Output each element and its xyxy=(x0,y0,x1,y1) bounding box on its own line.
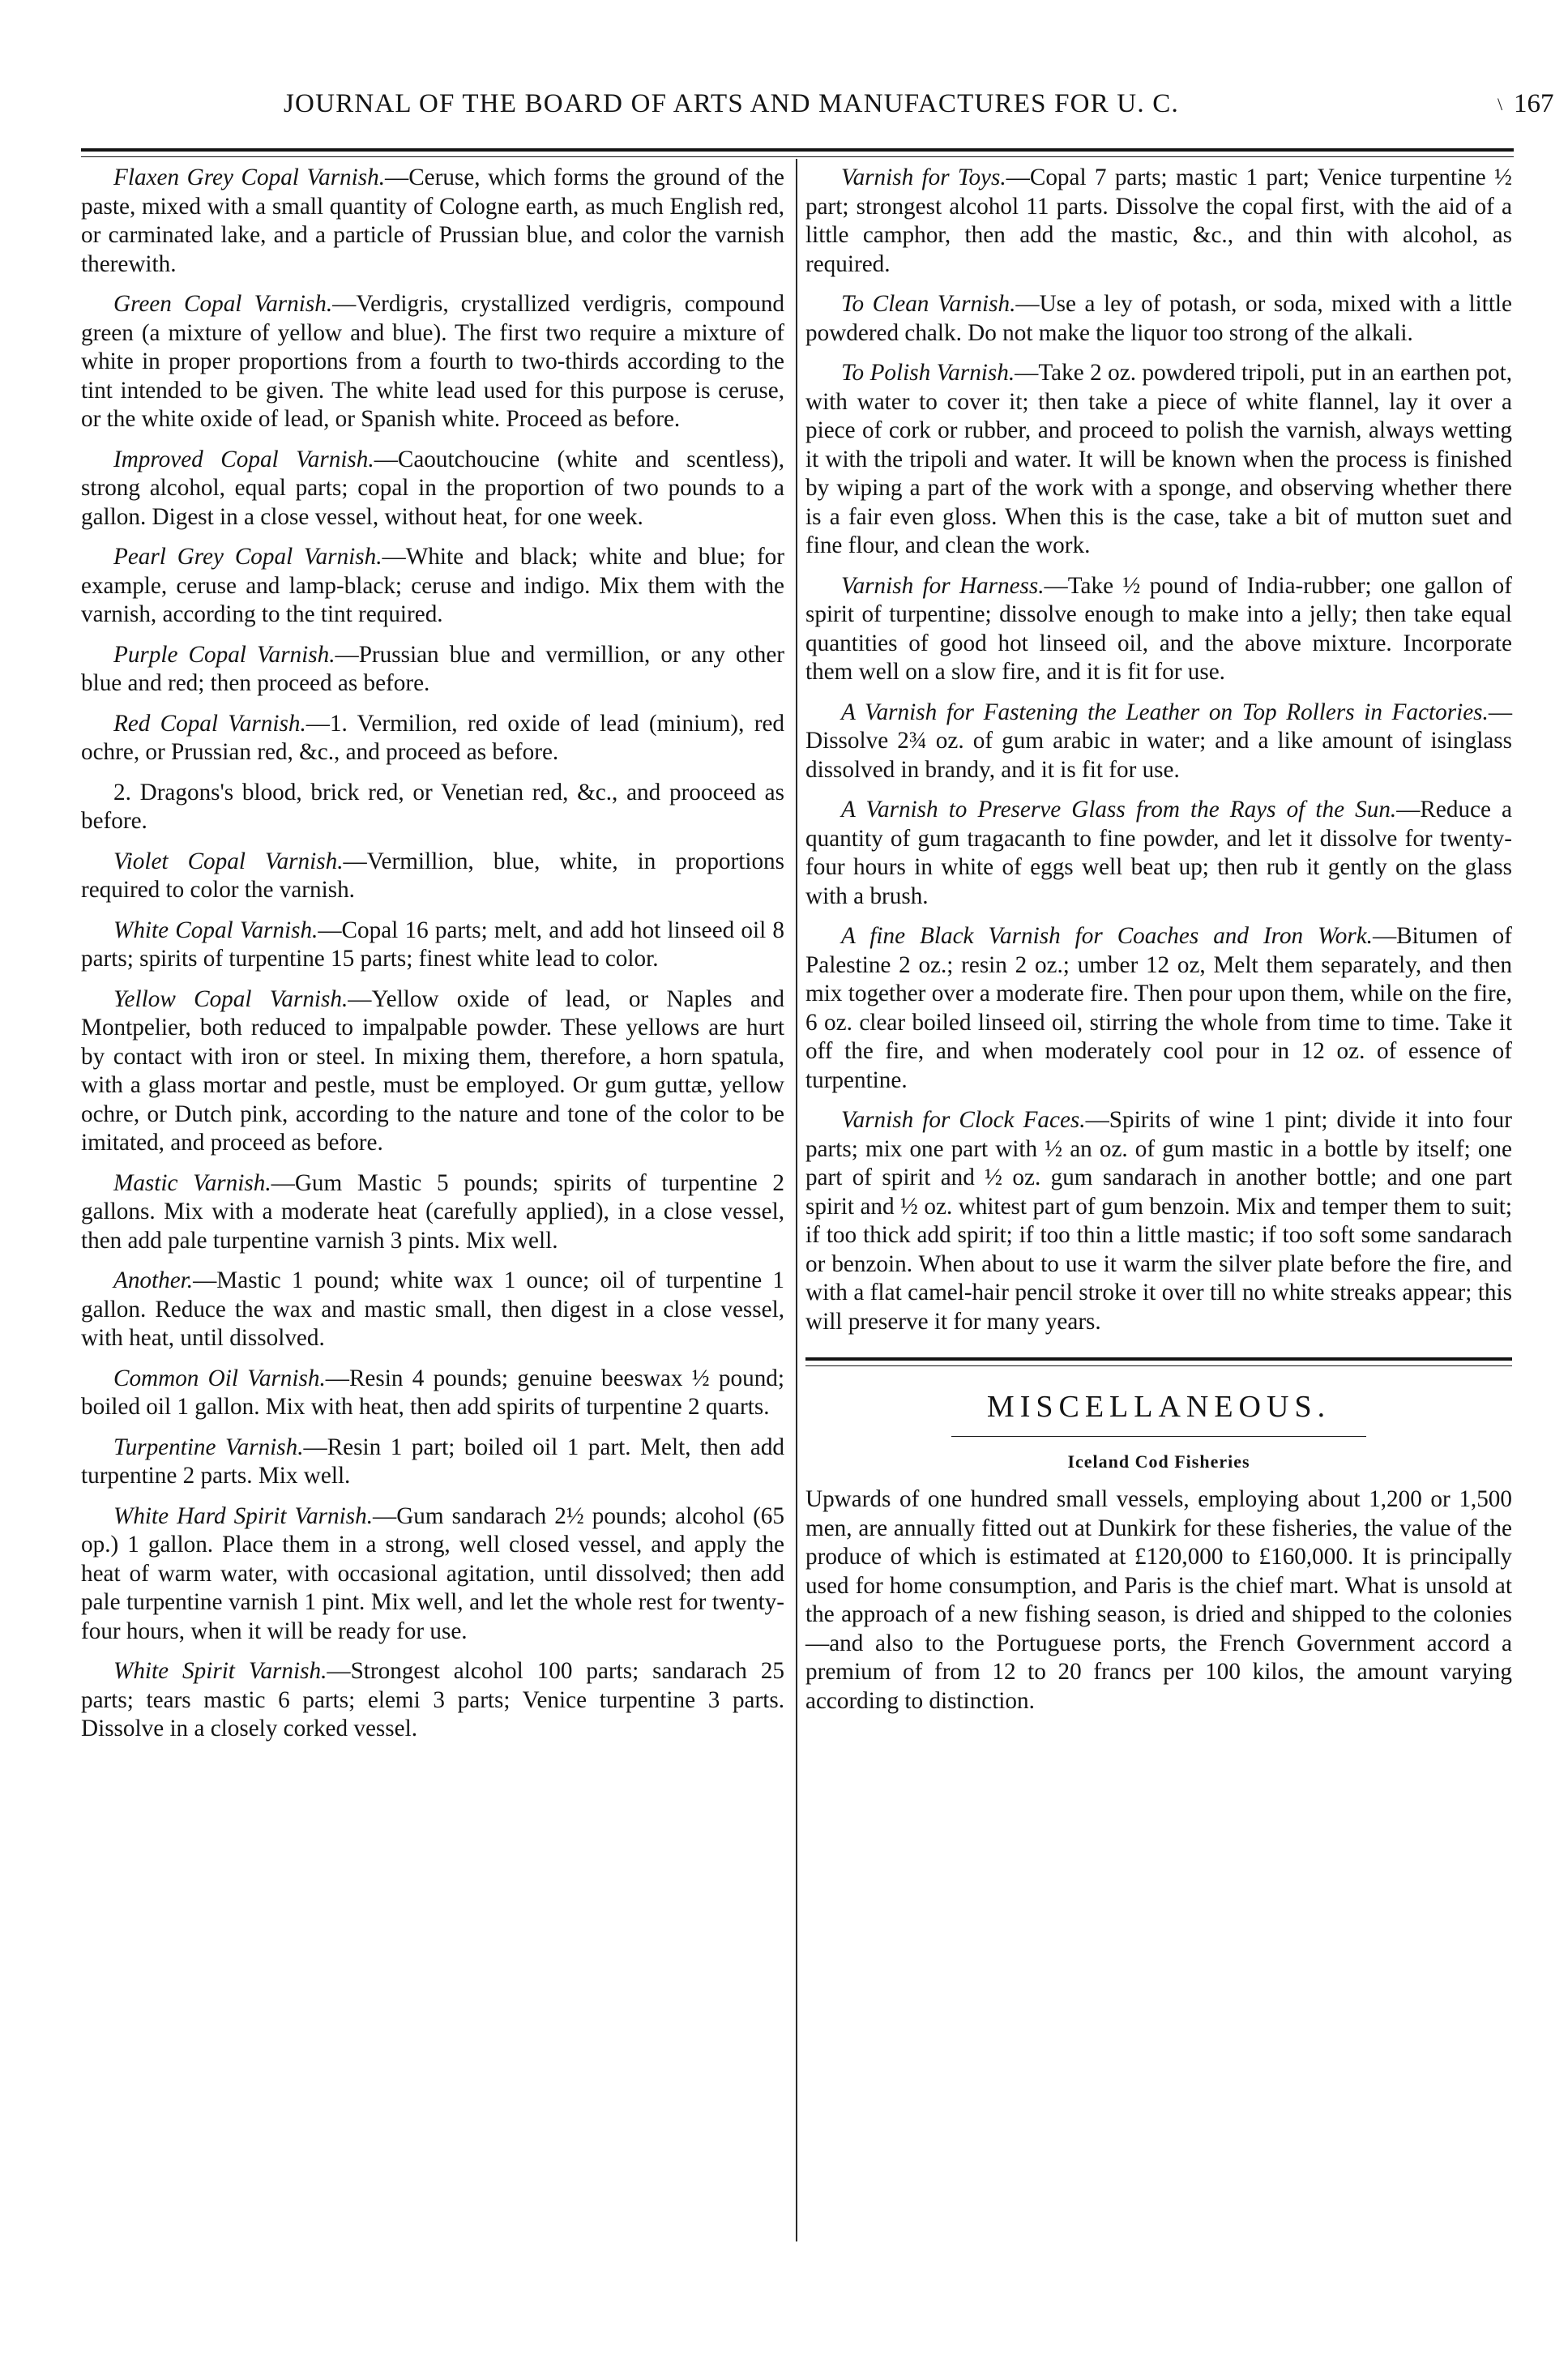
section-rule xyxy=(805,1357,1512,1366)
recipe-title: Common Oil Varnish. xyxy=(113,1365,326,1391)
recipe-text: —Bitumen of Palestine 2 oz.; resin 2 oz.; umber 12 oz, Melt them separately, and then mix together over a moderate fire. Then pour upon them, while on the fire, 6 oz. clear boiled linseed oil, stirring the whole from time to time. Take it off the fire, and when moderately cool pour in 12 oz. of essence of turpentine. xyxy=(805,923,1512,1093)
recipe-text: —Strongest alcohol 100 parts; sandarach 25 parts; tears mastic 6 parts; elemi 3 parts; Venice turpentine 3 parts. Dissolve in a closely corked vessel. xyxy=(81,1658,785,1741)
recipe-title: White Copal Varnish. xyxy=(113,917,318,943)
recipe-violet xyxy=(81,848,784,905)
recipe-text: —Vermillion, blue, white, in proportions required to color the varnish. xyxy=(81,848,784,903)
recipe-title: Purple Copal Varnish. xyxy=(113,641,335,668)
page-number: 167 xyxy=(1514,89,1554,118)
recipe-title: To Clean Varnish. xyxy=(841,291,1016,317)
recipe-common-oil xyxy=(81,1365,784,1422)
recipe-title: A Varnish for Fastening the Leather on Top Rollers in Factories. xyxy=(841,699,1489,725)
recipe-clock-faces xyxy=(805,1106,1512,1336)
recipe-title: Another. xyxy=(113,1267,194,1293)
article-body: Upwards of one hundred small vessels, employing about 1,200 or 1,500 men, are annually fitted out at Dunkirk for these fisheries, the value of the produce of which is estimated at £120,000 to £160,000. It is principally used for home consumption, and Paris is the chief mart. What is unsold at the approach of a new fishing season, is dried and shipped to the colonies—and also to the Portuguese ports, the French Government accord a premium of from 12 to 20 francs per 100 kilos, the amount varying according to distinction. xyxy=(805,1486,1512,1714)
recipe-text: —Yellow oxide of lead, or Naples and Montpelier, both reduced to impalpable powder. These yellows are hurt by contact with iron or steel. In mixing them, therefore, a horn spatula, with a glass mortar and pestle, must be employed. Or gum guttæ, yellow ochre, or Dutch pink, according to the nature and tone of the color to be imitated, and proceed as before. xyxy=(81,985,784,1156)
recipe-green xyxy=(81,290,784,434)
recipe-text: —Take 2 oz. powdered tripoli, put in an earthen pot, with water to cover it; then take a piece of white flannel, lay it over a piece of cork or rubber, and proceed to polish the varnish, always wetting it with the tripoli and water. It will be known when the process is finished by wiping a part of the work with a sponge, and observing whether there is a fair even gloss. When this is the case, take a bit of mutton suet and fine flour, and clean the work. xyxy=(805,360,1512,558)
recipe-text: —Gum sandarach 2½ pounds; alcohol (65 op.) 1 gallon. Place them in a strong, well closed vessel, and apply the heat of warm water, with occasional agitation, until dissolved; then add pale turpentine varnish 1 pint. Mix well, and let the whole rest for twenty-four hours, when it will be ready for use. xyxy=(81,1502,784,1644)
recipe-glass-sun xyxy=(805,796,1512,911)
recipe-purple xyxy=(81,641,784,699)
recipe-title: Flaxen Grey Copal Varnish. xyxy=(113,165,386,190)
recipe-text: —Mastic 1 pound; white wax 1 ounce; oil of turpentine 1 gallon. Reduce the wax and mastic small, then digest in a close vessel, with heat, until dissolved. xyxy=(81,1267,784,1351)
recipe-title: A fine Black Varnish for Coaches and Iron Work. xyxy=(841,923,1373,949)
recipe-text: —Caoutchoucine (white and scentless), strong alcohol, equal parts; copal in the proportion of two pounds to a gallon. Digest in a close vessel, without heat, for one week. xyxy=(81,446,785,530)
recipe-text: —Copal 16 parts; melt, and add hot linseed oil 8 parts; spirits of turpentine 15 parts; finest white lead to color. xyxy=(81,917,784,972)
recipe-title: Yellow Copal Varnish. xyxy=(113,985,348,1012)
recipe-red xyxy=(81,710,784,767)
article-subheading: Iceland Cod Fisheries xyxy=(1067,1451,1250,1472)
journal-title: JOURNAL OF THE BOARD OF ARTS AND MANUFACTURES FOR U. C. xyxy=(284,89,1179,118)
heading-underline xyxy=(951,1436,1366,1437)
recipe-text: —Dissolve 2¾ oz. of gum arabic in water; and a like amount of isinglass dissolved in brandy, and it is fit for use. xyxy=(805,699,1512,783)
header-rule xyxy=(81,148,1514,157)
right-column xyxy=(805,164,1512,1727)
recipe-title: To Polish Varnish. xyxy=(841,360,1015,386)
recipe-black-coaches xyxy=(805,922,1512,1095)
recipe-title: Red Copal Varnish. xyxy=(113,710,306,737)
recipe-leather-rollers xyxy=(805,699,1512,785)
recipe-toys xyxy=(805,164,1512,279)
recipe-polish xyxy=(805,359,1512,561)
recipe-mastic xyxy=(81,1169,784,1256)
recipe-text: —Resin 1 part; boiled oil 1 part. Melt, then add turpentine 2 parts. Mix well. xyxy=(81,1434,785,1489)
recipe-text: —Spirits of wine 1 pint; divide it into four parts; mix one part with ½ an oz. of gum mastic in a bottle by itself; one part of spirit and ½ oz. gum sandarach in another bottle; and one part spirit and ½ oz. whitest part of gum benzoin. Mix and temper them to suit; if too thick add spirit; if too thin a little mastic; if too soft some sandarach or benzoin. When about to use it warm the silver plate before the fire, and with a flat camel-hair pencil stroke it over till no white streaks appear; this will preserve it for many years. xyxy=(805,1107,1512,1335)
recipe-white-hard-spirit xyxy=(81,1502,784,1647)
recipe-title: Varnish for Clock Faces. xyxy=(841,1107,1086,1133)
recipe-turpentine xyxy=(81,1434,784,1491)
recipe-text: —Copal 7 parts; mastic 1 part; Venice turpentine ½ part; strongest alcohol 11 parts. Dissolve the copal first, with the aid of a little camphor, then add the mastic, &c., and thin with alcohol, as required. xyxy=(805,165,1512,277)
recipe-title: Varnish for Harness. xyxy=(841,572,1045,599)
recipe-text: —Reduce a quantity of gum tragacanth to fine powder, and let it dissolve for twenty-four hours in white of eggs well beat up; then rub it gently on the glass with a brush. xyxy=(805,797,1512,909)
recipe-text: —Take ½ pound of India-rubber; one gallon of spirit of turpentine; dissolve enough to make into a jelly; then take equal quantities of good hot linseed oil, and the above mixture. Incorporate them well on a slow fire, and it is fit for use. xyxy=(805,572,1512,685)
recipe-title: Green Copal Varnish. xyxy=(113,291,333,317)
recipe-text: —Ceruse, which forms the ground of the paste, mixed with a small quantity of Cologne earth, as much English red, or carminated lake, and a particle of Prussian blue, and color the varnish therewith. xyxy=(81,165,784,277)
recipe-title: Pearl Grey Copal Varnish. xyxy=(113,544,382,570)
recipe-title: Varnish for Toys. xyxy=(841,165,1006,190)
recipe-title: A Varnish to Preserve Glass from the Rays of the Sun. xyxy=(841,797,1397,823)
recipe-text: —1. Vermilion, red oxide of lead (minium), red ochre, or Prussian red, &c., and proceed as before. xyxy=(81,710,784,765)
recipe-title: Violet Copal Varnish. xyxy=(113,848,344,874)
margin-mark: \ xyxy=(1498,94,1503,114)
running-header xyxy=(0,89,1568,130)
recipe-white-copal xyxy=(81,917,784,974)
recipe-text: —Prussian blue and vermillion, or any other blue and red; then proceed as before. xyxy=(81,641,784,696)
recipe-title: Improved Copal Varnish. xyxy=(113,446,374,472)
recipe-flaxen-grey xyxy=(81,164,784,279)
recipe-improved xyxy=(81,446,784,532)
recipe-title: White Spirit Varnish. xyxy=(113,1658,327,1684)
recipe-white-spirit xyxy=(81,1657,784,1744)
recipe-clean xyxy=(805,290,1512,348)
recipe-harness xyxy=(805,572,1512,687)
section-heading: MISCELLANEOUS. xyxy=(986,1390,1331,1424)
recipe-text: —Gum Mastic 5 pounds; spirits of turpentine 2 gallons. Mix with a moderate heat (carefully applied), in a close vessel, then add pale turpentine varnish 3 pints. Mix well. xyxy=(81,1169,784,1254)
recipe-text: —Verdigris, crystallized verdigris, compound green (a mixture of yellow and blue). The first two require a mixture of white in proper proportions from a fourth to two-thirds according to the tint intended to be given. The white lead used for this purpose is ceruse, or the white oxide of lead, or Spanish white. Proceed as before. xyxy=(81,291,785,432)
recipe-another xyxy=(81,1267,784,1353)
recipe-title: White Hard Spirit Varnish. xyxy=(113,1502,373,1529)
left-column xyxy=(81,164,784,1755)
column-divider xyxy=(796,159,797,2241)
recipe-text: —Use a ley of potash, or soda, mixed with a little powdered chalk. Do not make the liquor too strong of the alkali. xyxy=(805,291,1512,346)
recipe-title: Mastic Varnish. xyxy=(113,1169,271,1196)
recipe-pearl-grey xyxy=(81,543,784,630)
recipe-yellow xyxy=(81,985,784,1158)
recipe-text: —Resin 4 pounds; genuine beeswax ½ pound; boiled oil 1 gallon. Mix with heat, then add spirits of turpentine 2 quarts. xyxy=(81,1365,784,1420)
recipe-text: —White and black; white and blue; for example, ceruse and lamp-black; ceruse and indigo. Mix them with the varnish, according to the tint required. xyxy=(81,544,784,627)
recipe-text: 2. Dragons's blood, brick red, or Venetian red, &c., and prooceed as before. xyxy=(81,779,784,834)
recipe-title: Turpentine Varnish. xyxy=(113,1434,304,1460)
recipe-red-alternative xyxy=(81,779,784,836)
